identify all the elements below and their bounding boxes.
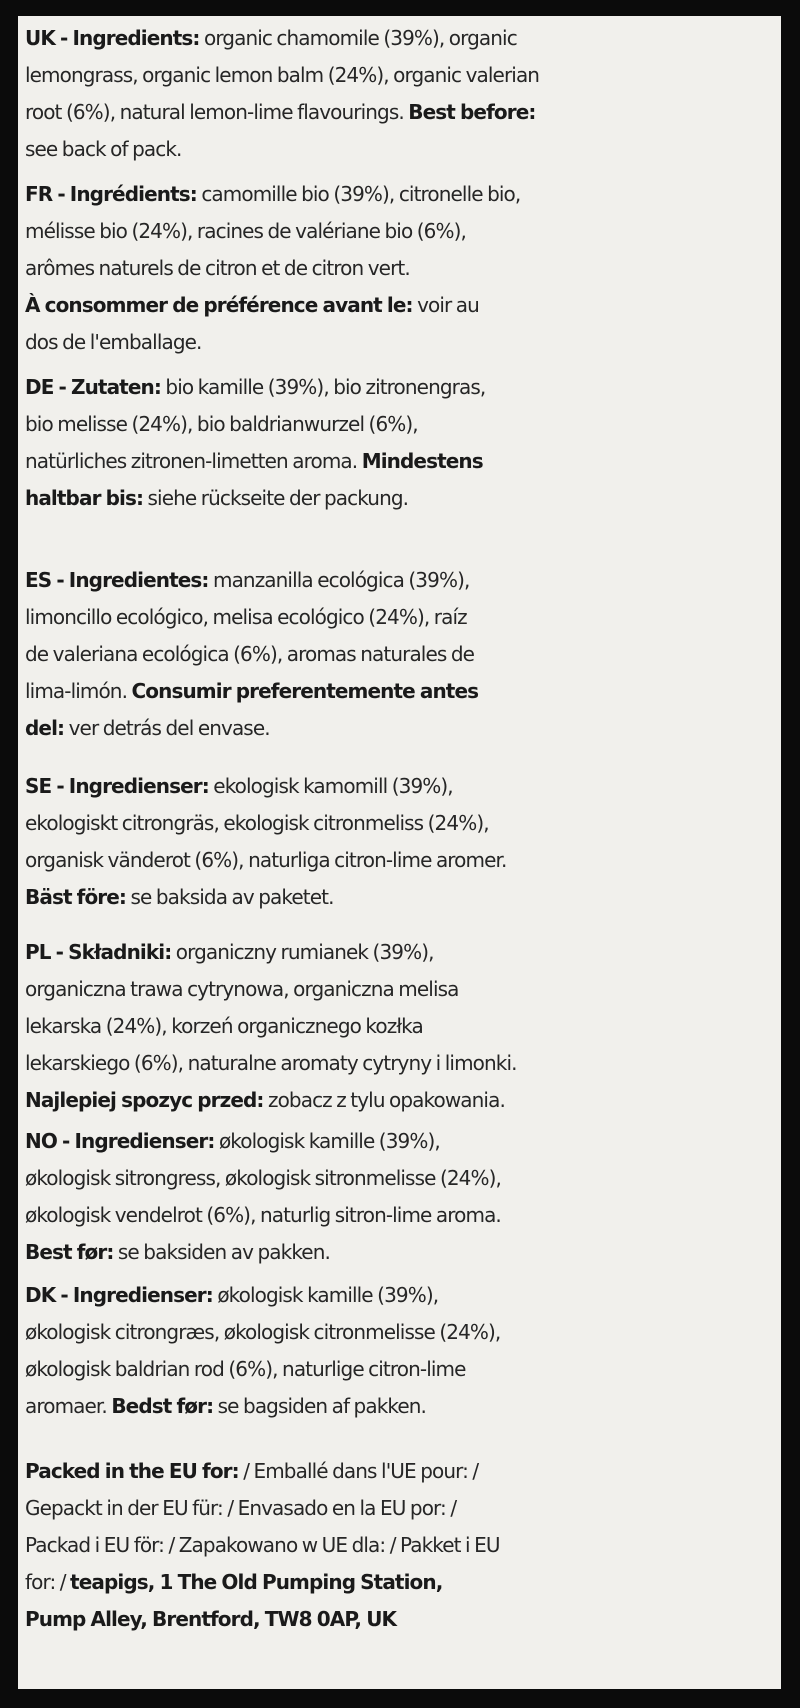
- body-text: manzanilla ecológica (39%),: [208, 568, 470, 592]
- section-uk-ingredients: [25, 20, 777, 168]
- body-text: de valeriana ecológica (6%), aromas naturales de: [25, 642, 475, 666]
- bold-label-text: del:: [25, 716, 65, 740]
- body-text: camomille bio (39%), citronelle bio,: [196, 182, 521, 206]
- body-text: økologisk kamille (39%),: [212, 1283, 439, 1307]
- bold-label-text: Consumir preferentemente antes: [131, 679, 479, 703]
- body-text: lekarskiego (6%), naturalne aromaty cytryny i limonki.: [25, 1051, 517, 1075]
- bold-label-text: Best before:: [408, 100, 536, 124]
- body-text: aromaer.: [25, 1394, 112, 1418]
- text-line: [25, 250, 777, 287]
- body-text: zobacz z tylu opakowania.: [263, 1088, 505, 1112]
- text-line: [25, 324, 777, 361]
- body-text: lekarska (24%), korzeń organicznego kozłka: [25, 1014, 423, 1038]
- body-text: økologisk baldrian rod (6%), naturlige citron-lime: [25, 1357, 466, 1381]
- body-text: lima-limón.: [25, 679, 132, 703]
- text-line: [25, 636, 777, 673]
- text-line: [25, 710, 777, 747]
- bold-label-text: FR - Ingrédients:: [25, 182, 197, 206]
- text-line: [25, 176, 777, 213]
- body-text: Packad i EU för: / Zapakowano w UE dla: / Pakket i EU: [25, 1533, 500, 1557]
- bold-label-text: UK - Ingredients:: [25, 26, 200, 50]
- text-line: [25, 406, 777, 443]
- bold-label-text: À consommer de préférence avant le:: [25, 293, 413, 317]
- body-text: økologisk sitrongress, økologisk sitronmelisse (24%),: [25, 1166, 501, 1190]
- text-line: [25, 369, 777, 406]
- body-text: bio kamille (39%), bio zitronengras,: [160, 375, 486, 399]
- body-text: Gepackt in der EU für: / Envasado en la EU por: /: [25, 1496, 457, 1520]
- body-text: ekologiskt citrongräs, ekologisk citronmeliss (24%),: [25, 811, 489, 835]
- body-text: for: /: [25, 1570, 71, 1594]
- body-text: limoncillo ecológico, melisa ecológico (24%), raíz: [25, 605, 467, 629]
- text-line: [25, 131, 777, 168]
- text-line: [25, 971, 777, 1008]
- bold-label-text: Pump Alley, Brentford, TW8 0AP, UK: [25, 1607, 397, 1631]
- bold-label-text: DK - Ingredienser:: [25, 1283, 213, 1307]
- text-line: [25, 1277, 777, 1314]
- bold-label-text: SE - Ingredienser:: [25, 774, 209, 798]
- section-es-ingredients: [25, 562, 777, 747]
- body-text: organisk vänderot (6%), naturliga citron-lime aromer.: [25, 848, 507, 872]
- bold-label-text: DE - Zutaten:: [25, 375, 161, 399]
- bold-label-text: ES - Ingredientes:: [25, 568, 209, 592]
- text-line: [25, 562, 777, 599]
- section-pl-ingredients: [25, 934, 777, 1119]
- body-text: arômes naturels de citron et de citron vert.: [25, 256, 410, 280]
- text-line: [25, 480, 777, 517]
- body-text: ver detrás del envase.: [64, 716, 270, 740]
- body-text: organic chamomile (39%), organic: [199, 26, 517, 50]
- text-line: [25, 94, 777, 131]
- text-line: [25, 1045, 777, 1082]
- text-line: [25, 287, 777, 324]
- text-line: [25, 1527, 777, 1564]
- body-text: siehe rückseite der packung.: [143, 486, 409, 510]
- section-se-ingredients: [25, 768, 777, 916]
- text-line: [25, 1197, 777, 1234]
- section-no-ingredients: [25, 1123, 777, 1271]
- bold-label-text: PL - Składniki:: [25, 940, 172, 964]
- text-line: [25, 768, 777, 805]
- bold-label-text: haltbar bis:: [25, 486, 144, 510]
- ingredients-label-panel: [18, 16, 781, 1689]
- text-line: [25, 1564, 777, 1601]
- text-line: [25, 1388, 777, 1425]
- body-text: ekologisk kamomill (39%),: [208, 774, 453, 798]
- bold-label-text: teapigs, 1 The Old Pumping Station,: [70, 1570, 443, 1594]
- text-line: [25, 1351, 777, 1388]
- text-line: [25, 1123, 777, 1160]
- section-dk-ingredients: [25, 1277, 777, 1425]
- body-text: økologisk citrongræs, økologisk citronmelisse (24%),: [25, 1320, 501, 1344]
- bold-label-text: Bäst före:: [25, 885, 127, 909]
- text-line: [25, 1160, 777, 1197]
- text-line: [25, 213, 777, 250]
- section-packed-in-eu: [25, 1453, 777, 1638]
- bold-label-text: Bedst før:: [111, 1394, 214, 1418]
- text-line: [25, 1234, 777, 1271]
- bold-label-text: NO - Ingredienser:: [25, 1129, 215, 1153]
- text-line: [25, 1314, 777, 1351]
- text-line: [25, 842, 777, 879]
- text-line: [25, 673, 777, 710]
- text-line: [25, 57, 777, 94]
- body-text: dos de l'emballage.: [25, 330, 202, 354]
- body-text: økologisk vendelrot (6%), naturlig sitron-lime aroma.: [25, 1203, 501, 1227]
- section-de-ingredients: [25, 369, 777, 517]
- text-line: [25, 879, 777, 916]
- text-line: [25, 934, 777, 971]
- section-fr-ingredients: [25, 176, 777, 361]
- text-line: [25, 599, 777, 636]
- body-text: natürliches zitronen-limetten aroma.: [25, 449, 362, 473]
- body-text: see back of pack.: [25, 137, 182, 161]
- text-line: [25, 1008, 777, 1045]
- text-line: [25, 805, 777, 842]
- bold-label-text: Najlepiej spozyc przed:: [25, 1088, 264, 1112]
- body-text: mélisse bio (24%), racines de valériane bio (6%),: [25, 219, 466, 243]
- body-text: bio melisse (24%), bio baldrianwurzel (6%),: [25, 412, 418, 436]
- body-text: / Emballé dans l'UE pour: /: [238, 1459, 479, 1483]
- text-line: [25, 20, 777, 57]
- body-text: root (6%), natural lemon-lime flavourings.: [25, 100, 409, 124]
- bold-label-text: Packed in the EU for:: [25, 1459, 239, 1483]
- body-text: organiczny rumianek (39%),: [171, 940, 434, 964]
- body-text: organiczna trawa cytrynowa, organiczna melisa: [25, 977, 459, 1001]
- body-text: økologisk kamille (39%),: [214, 1129, 440, 1153]
- text-line: [25, 1490, 777, 1527]
- text-line: [25, 1453, 777, 1490]
- text-line: [25, 1601, 777, 1638]
- body-text: voir au: [412, 293, 479, 317]
- body-text: se bagsiden af pakken.: [213, 1394, 426, 1418]
- bold-label-text: Best før:: [25, 1240, 114, 1264]
- text-line: [25, 1082, 777, 1119]
- bold-label-text: Mindestens: [361, 449, 483, 473]
- body-text: lemongrass, organic lemon balm (24%), organic valerian: [25, 63, 540, 87]
- body-text: se baksiden av pakken.: [113, 1240, 330, 1264]
- text-line: [25, 443, 777, 480]
- body-text: se baksida av paketet.: [126, 885, 334, 909]
